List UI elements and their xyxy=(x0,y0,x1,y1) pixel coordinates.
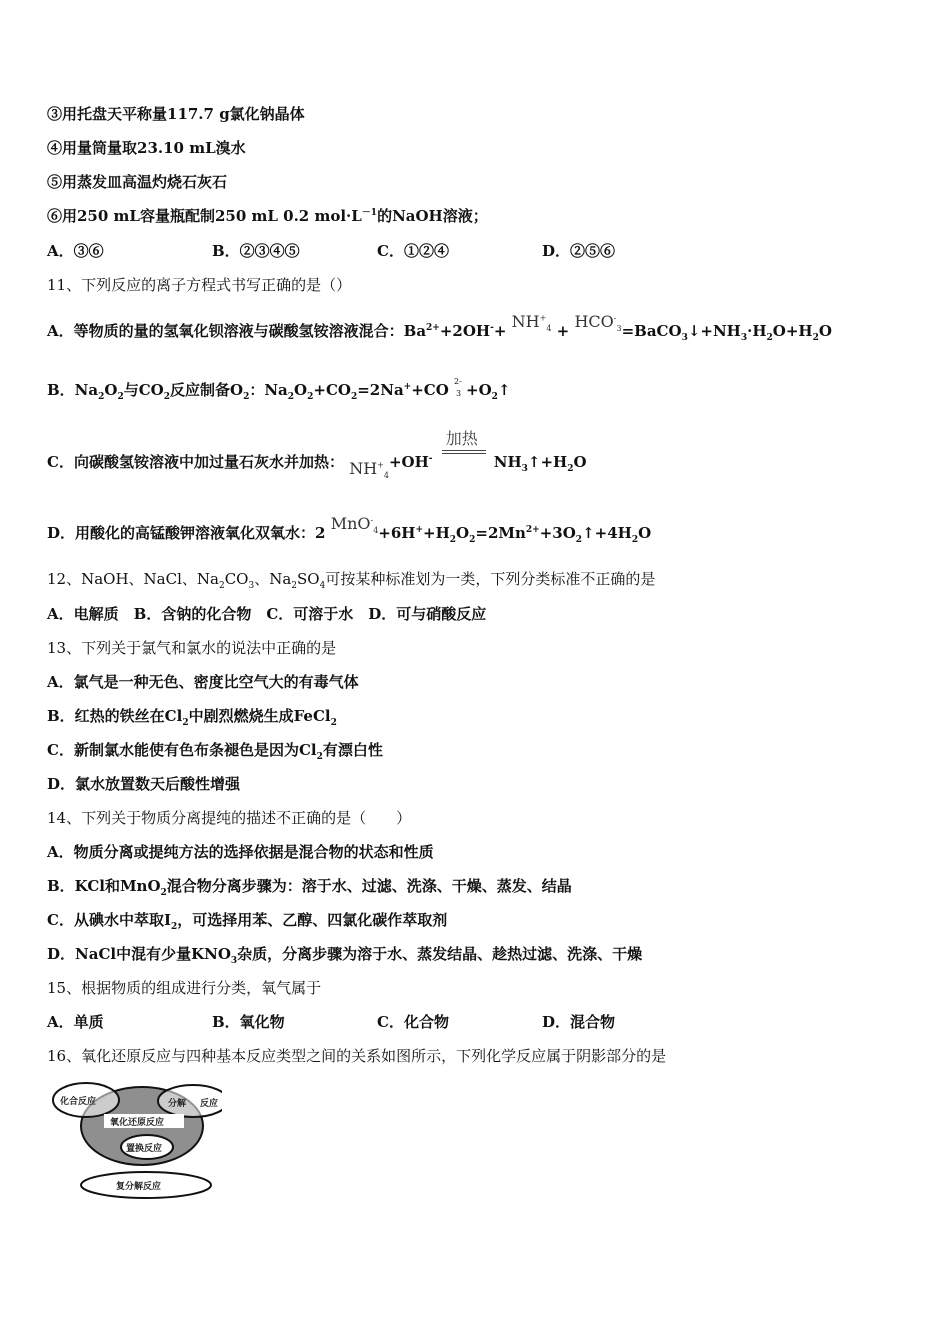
q14-d-1: D．NaCl中混有少量KNO xyxy=(47,945,231,963)
q11-a-text: A．等物质的量的氢氧化钡溶液与碳酸氢铵溶液混合：Ba xyxy=(47,322,427,340)
q13-b-sub1: 2 xyxy=(182,718,189,728)
q11-option-d xyxy=(47,514,652,545)
q11-d-p5: =2Mn xyxy=(475,524,526,542)
q14-option-a: A．物质分离或提纯方法的选择依据是混合物的状态和性质 xyxy=(47,843,434,861)
q13-b-2: 中剧烈燃烧生成FeCl xyxy=(188,707,331,725)
q12-sub1: 2 xyxy=(218,581,225,591)
q12-options: A．电解质 B．含钠的化合物 C．可溶于水 D．可与硝酸反应 xyxy=(47,605,487,623)
q10-option-c: C．①②④ xyxy=(377,242,449,260)
q13-b-1: B．红热的铁丝在Cl xyxy=(47,707,183,725)
q13-stem: 13、下列关于氯气和氯水的说法中正确的是 xyxy=(47,639,337,657)
q11-d-p8: ↑+4H xyxy=(582,524,632,542)
q11-b-s1: 2 xyxy=(98,392,105,402)
heating-condition xyxy=(442,429,490,472)
decomposition-label-2: 反应 xyxy=(200,1099,219,1109)
q11-d-p7: +3O xyxy=(539,524,576,542)
ammonium-ion-c xyxy=(349,459,389,481)
q14-stem: 14、下列关于物质分离提纯的描述不正确的是（ ） xyxy=(47,809,412,827)
q11-b-s2: 2 xyxy=(117,392,124,402)
ammonium-formula-c: NH xyxy=(349,459,378,478)
q11-b-s3: 2 xyxy=(163,392,170,402)
q12-stem-1: 12、NaOH、NaCl、Na xyxy=(47,570,219,588)
q12-sub2: 3 xyxy=(248,581,255,591)
q13-option-d: D．氯水放置数天后酸性增强 xyxy=(47,775,241,793)
q11-d-s4: 2 xyxy=(631,535,639,545)
q13-b-sub2: 2 xyxy=(330,718,337,728)
q11-a-oh: +2OH xyxy=(439,322,491,340)
q11-b-t7: +CO xyxy=(313,381,351,399)
q11-c-product2: ↑+H xyxy=(527,453,568,471)
q11-a-sub4: 2 xyxy=(812,333,819,343)
q12-sub4: 4 xyxy=(319,581,326,591)
q11-a-oh-charge: - xyxy=(490,323,494,333)
double-decomposition-label: 复分解反应 xyxy=(116,1182,162,1192)
reaction-venn-diagram xyxy=(52,1080,222,1204)
q11-d-p3: +H xyxy=(423,524,450,542)
q13-option-a: A．氯气是一种无色、密度比空气大的有毒气体 xyxy=(47,673,359,691)
ammonium-charge: + xyxy=(539,313,547,323)
permanganate-formula: MnO xyxy=(330,514,371,533)
q11-option-c xyxy=(47,429,587,481)
q10-option-b: B．②③④⑤ xyxy=(212,242,300,260)
ammonium-charge-c: + xyxy=(377,460,384,470)
q11-b-t3: 与CO xyxy=(123,381,164,399)
q11-d-s1: 2 xyxy=(449,535,457,545)
q11-b-t8: =2Na xyxy=(357,381,404,399)
q11-b-na-charge: + xyxy=(403,382,412,392)
bicarbonate-charge: - xyxy=(613,313,617,323)
q13-option-c xyxy=(47,739,383,762)
q14-option-b xyxy=(47,875,572,898)
q11-d-s3: 2 xyxy=(575,535,583,545)
q14-d-2: 杂质，分离步骤为溶于水、蒸发结晶、趁热过滤、洗涤、干燥 xyxy=(237,945,643,963)
q15-option-b: B．氧化物 xyxy=(212,1013,285,1031)
permanganate-charge: - xyxy=(370,515,374,525)
q11-a-plus1: + xyxy=(493,322,507,340)
q16-stem: 16、氧化还原反应与四种基本反应类型之间的关系如图所示，下列化学反应属于阴影部分的是 xyxy=(47,1047,667,1065)
q11-c-oh: +OH xyxy=(388,453,429,471)
q14-b-sub: 2 xyxy=(160,888,167,898)
q11-c-oh-charge: - xyxy=(428,454,433,464)
bicarbonate-subscript: 3 xyxy=(616,324,622,334)
q12-stem-4: SO xyxy=(297,570,320,588)
q10-item-6-sup: －1 xyxy=(361,208,378,218)
q14-d-sub: 3 xyxy=(230,956,238,966)
q10-item-6-text: ⑥用250 mL容量瓶配制250 mL 0.2 mol·L xyxy=(47,207,362,225)
q13-c-1: C．新制氯水能使有色布条褪色是因为Cl xyxy=(47,741,317,759)
q11-option-a xyxy=(47,312,832,343)
q11-stem: 11、下列反应的离子方程式书写正确的是（） xyxy=(47,276,352,294)
q11-c-sub1: 3 xyxy=(521,464,528,474)
heating-label: 加热 xyxy=(445,429,478,448)
q11-a-plus2: + xyxy=(556,322,570,340)
q12-stem-5: 可按某种标准划为一类，下列分类标准不正确的是 xyxy=(325,570,656,588)
decomposition-label-1: 分解 xyxy=(168,1099,187,1109)
q11-a-product4: O+H xyxy=(772,322,813,340)
bicarbonate-formula: HCO xyxy=(574,312,614,331)
q14-c-sub: 2 xyxy=(170,922,178,932)
q11-b-t11: +O xyxy=(466,381,492,399)
q11-d-p4: O xyxy=(456,524,470,542)
q15-option-a: A．单质 xyxy=(47,1013,104,1031)
q11-d-p9: O xyxy=(638,524,652,542)
q12-stem-2: CO xyxy=(224,570,249,588)
q15-stem: 15、根据物质的组成进行分类，氧气属于 xyxy=(47,979,322,997)
permanganate-subscript: 4 xyxy=(373,526,379,536)
carbonate-subscript: 3 xyxy=(456,389,462,398)
q11-b-carbonate: +CO xyxy=(411,381,449,399)
q11-b-s8: 2 xyxy=(491,392,498,402)
q11-c-product3: O xyxy=(573,453,587,471)
q11-a-product: =BaCO xyxy=(621,322,682,340)
q15-option-d: D．混合物 xyxy=(542,1013,616,1031)
q11-b-t2: O xyxy=(104,381,118,399)
combination-label: 化合反应 xyxy=(60,1097,97,1107)
q11-a-sub1: 3 xyxy=(681,333,688,343)
q11-c-sub2: 2 xyxy=(567,464,574,474)
ammonium-ion xyxy=(511,312,552,334)
q14-option-d xyxy=(47,943,642,966)
q10-item-5: ⑤用蒸发皿高温灼烧石灰石 xyxy=(47,173,228,191)
q11-d-text: D．用酸化的高锰酸钾溶液氧化双氧水：2 xyxy=(47,524,326,542)
q11-d-p1: +6H xyxy=(378,524,416,542)
q11-d-mn-charge: 2+ xyxy=(525,525,540,535)
q12-stem xyxy=(47,568,655,591)
q14-option-c xyxy=(47,909,447,932)
redox-label: 氧化还原反应 xyxy=(110,1118,165,1128)
q12-stem-3: 、Na xyxy=(254,570,292,588)
q11-a-sub2: 3 xyxy=(740,333,748,343)
q11-b-t12: ↑ xyxy=(497,381,511,399)
q13-option-b xyxy=(47,705,337,728)
q11-d-h-charge: + xyxy=(415,525,424,535)
carbonate-charge-text: 2- xyxy=(454,377,462,386)
displacement-label: 置换反应 xyxy=(126,1144,163,1154)
q11-b-s5: 2 xyxy=(287,392,295,402)
q11-b-t6: O xyxy=(294,381,308,399)
permanganate-ion xyxy=(330,514,379,536)
q11-option-b xyxy=(47,379,511,402)
q10-item-6-tail: 的NaOH溶液； xyxy=(377,207,488,225)
q10-option-d: D．②⑤⑥ xyxy=(542,242,616,260)
ammonium-subscript: 4 xyxy=(546,324,552,334)
q14-b-1: B．KCl和MnO xyxy=(47,877,161,895)
ammonium-subscript-c: 4 xyxy=(383,471,389,481)
q10-item-4: ④用量筒量取23.10 mL溴水 xyxy=(47,139,246,157)
bicarbonate-ion xyxy=(574,312,622,334)
q14-c-1: C．从碘水中萃取I xyxy=(47,911,171,929)
q10-option-a: A．③⑥ xyxy=(47,242,104,260)
q15-option-c: C．化合物 xyxy=(377,1013,449,1031)
q13-c-sub: 2 xyxy=(316,752,323,762)
q11-a-product3: ·H xyxy=(747,322,767,340)
q14-b-2: 混合物分离步骤为：溶于水、过滤、洗涤、干燥、蒸发、结晶 xyxy=(166,877,572,895)
q11-d-s2: 2 xyxy=(469,535,476,545)
q11-c-text: C．向碳酸氢铵溶液中加过量石灰水并加热： xyxy=(47,453,344,471)
q10-item-3: ③用托盘天平称量117.7 g氯化钠晶体 xyxy=(47,105,305,123)
q11-b-s4: 2 xyxy=(243,392,250,402)
q11-b-t1: B．Na xyxy=(47,381,99,399)
q14-c-2: ，可选择用苯、乙醇、四氯化碳作萃取剂 xyxy=(177,911,448,929)
ammonium-formula: NH xyxy=(511,312,540,331)
q10-item-6 xyxy=(47,205,488,226)
q11-b-t5: ：Na xyxy=(249,381,288,399)
q11-b-s6: 2 xyxy=(307,392,314,402)
q11-a-sub3: 2 xyxy=(766,333,773,343)
q11-a-ba-charge: 2+ xyxy=(426,323,440,333)
q11-b-t4: 反应制备O xyxy=(170,381,244,399)
q11-a-product5: O xyxy=(818,322,832,340)
q13-c-2: 有漂白性 xyxy=(322,741,383,759)
q12-sub3: 2 xyxy=(291,581,298,591)
q11-c-product: NH xyxy=(493,453,522,471)
q11-a-product2: ↓+NH xyxy=(687,322,741,340)
q11-b-s7: 2 xyxy=(350,392,358,402)
